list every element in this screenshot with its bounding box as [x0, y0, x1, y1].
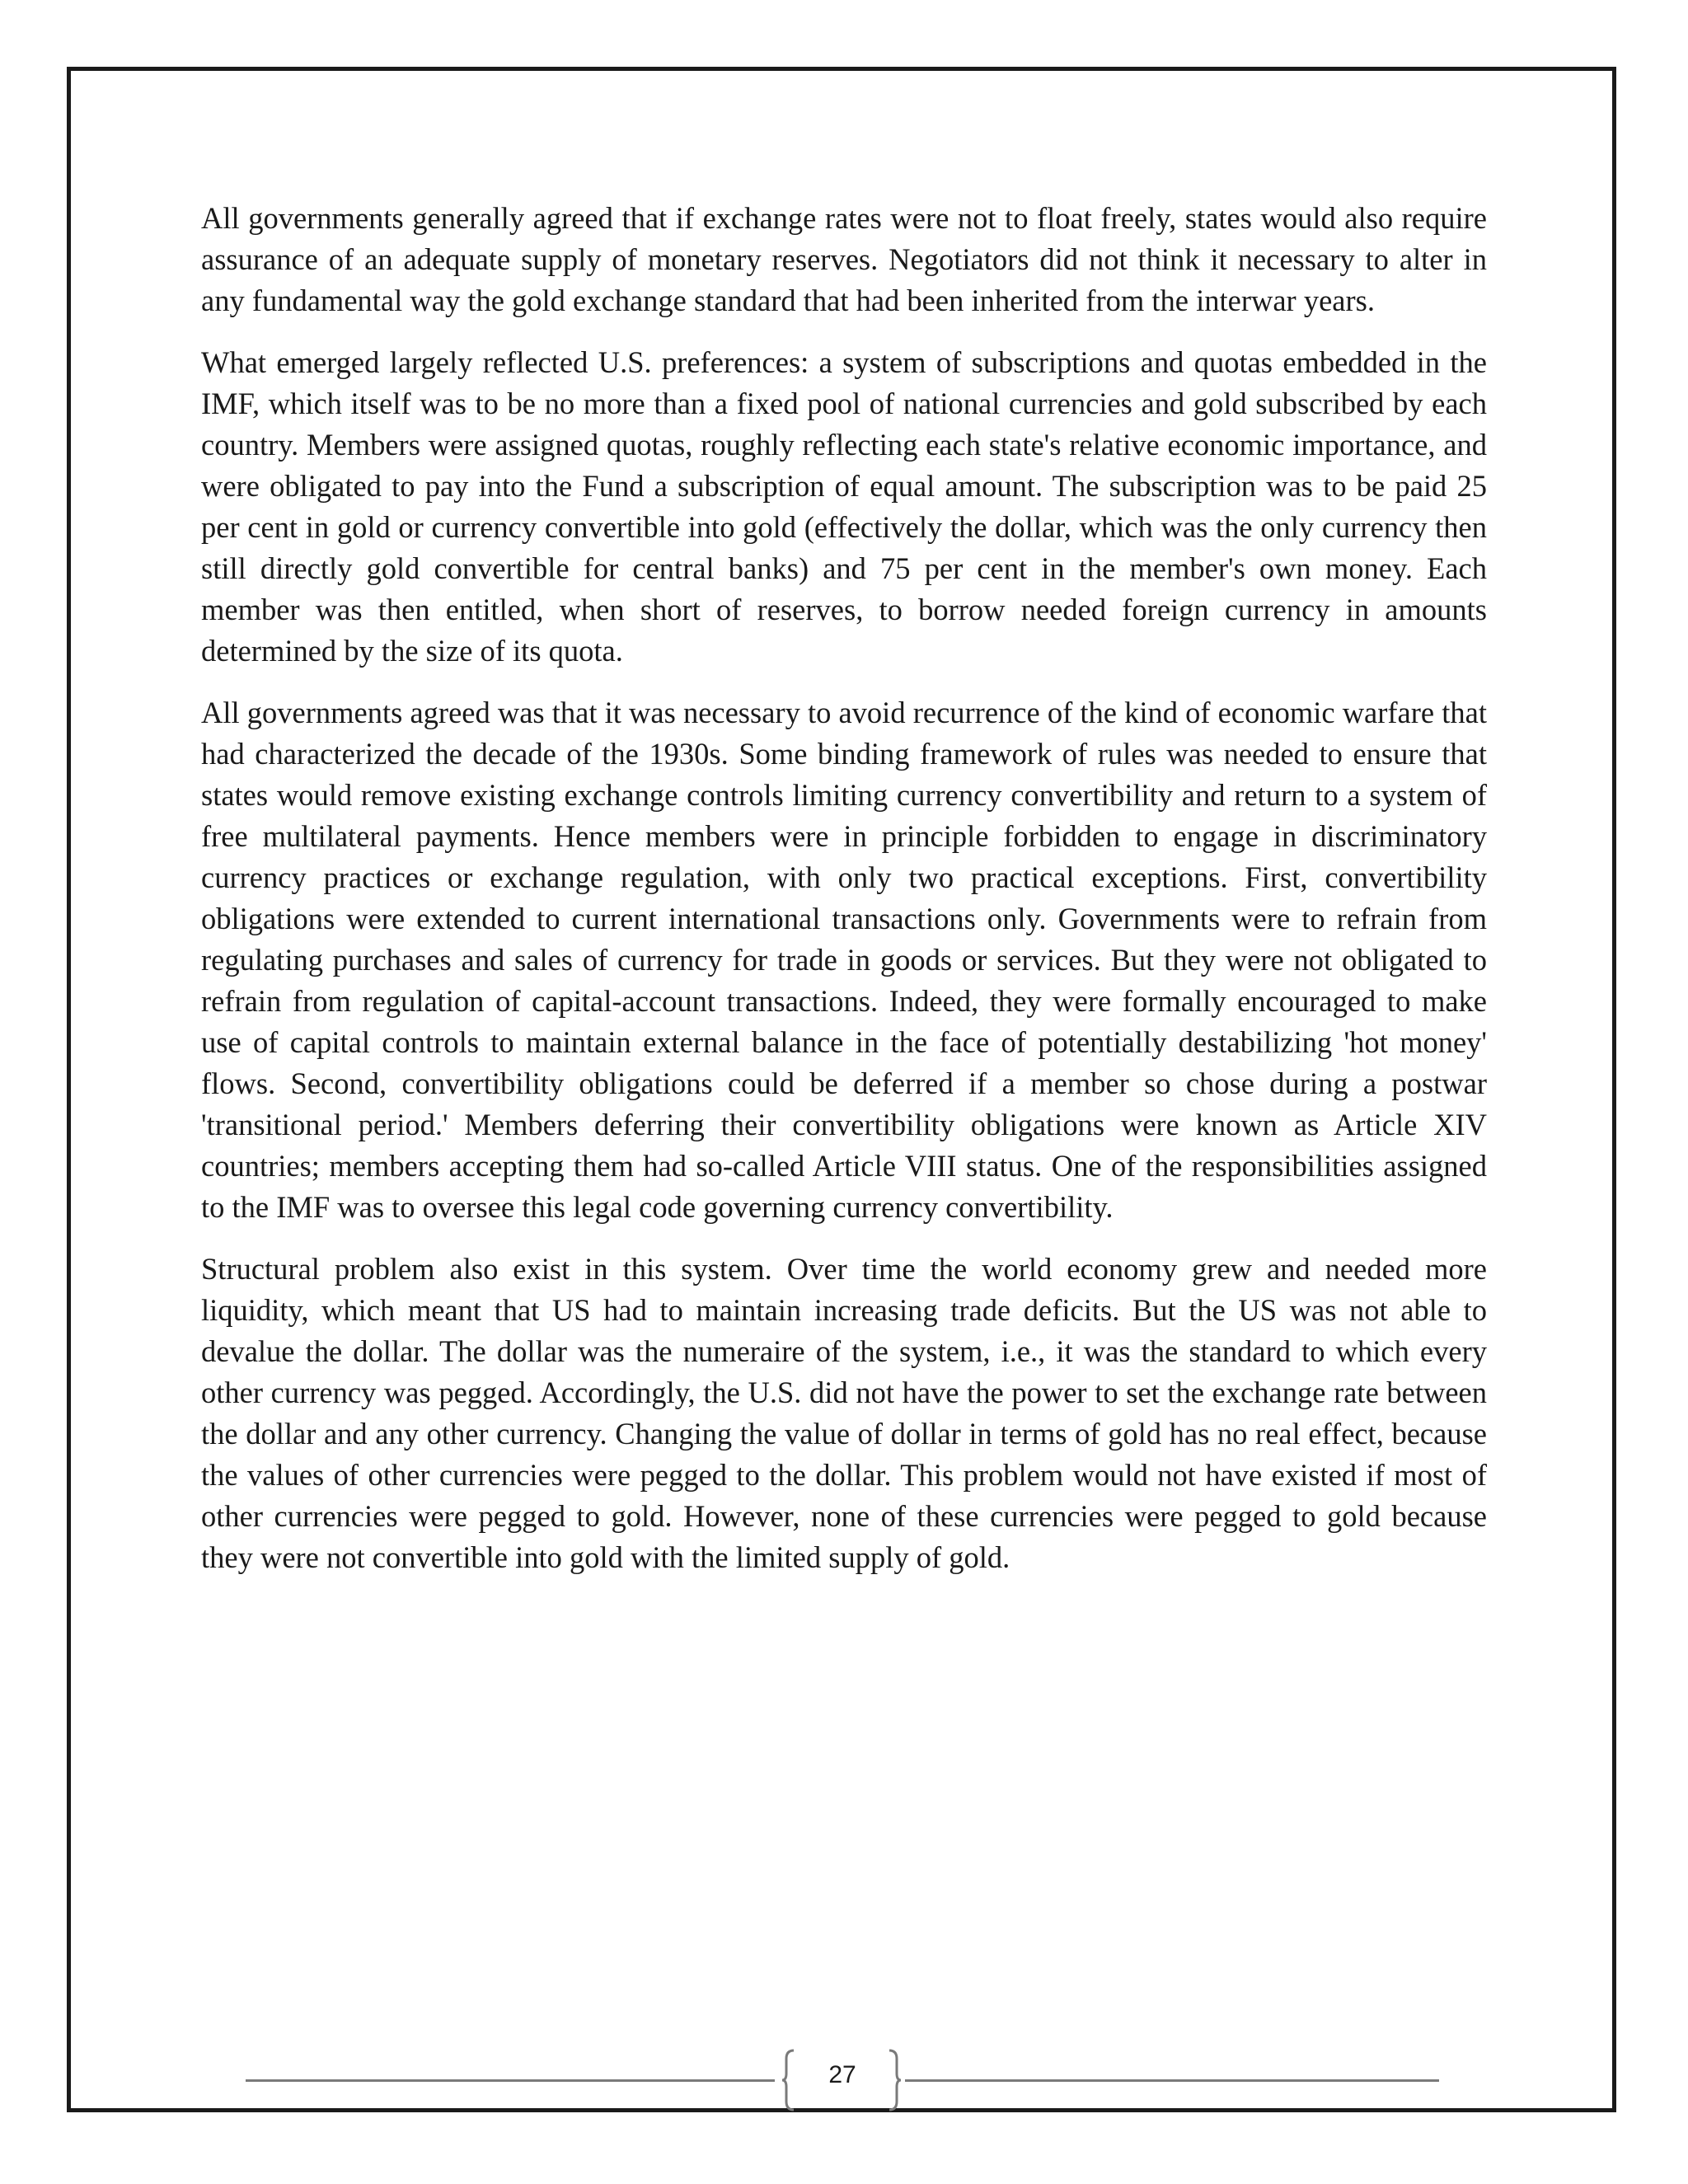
- document-body: [201, 198, 1487, 1599]
- page-footer: [246, 2049, 1439, 2113]
- paragraph-3: All governments agreed was that it was necessary to avoid recurrence of the kind of economic warfare that had characterized the decade of the 1930s. Some binding framework of rules was needed to ensure that states would remove existing exchange controls limiting currency convertibility and return to a system of free multilateral payments. Hence members were in principle forbidden to engage in discriminatory currency practices or exchange regulation, with only two practical exceptions. First, convertibility obligations were extended to current international transactions only. Governments were to refrain from regulating purchases and sales of currency for trade in goods or services. But they were not obligated to refrain from regulation of capital-account transactions. Indeed, they were formally encouraged to make use of capital controls to maintain external balance in the face of potentially destabilizing 'hot money' flows. Second, convertibility obligations could be deferred if a member so chose during a postwar 'transitional period.' Members deferring their convertibility obligations were known as Article XIV countries; members accepting them had so-called Article VIII status. One of the responsibilities assigned to the IMF was to oversee this legal code governing currency convertibility.: [201, 696, 1487, 1224]
- paragraph-4: Structural problem also exist in this system. Over time the world economy grew and needed more liquidity, which meant that US had to maintain increasing trade deficits. But the US was not able to devalue the dollar. The dollar was the numeraire of the system, i.e., it was the standard to which every other currency was pegged. Accordingly, the U.S. did not have the power to set the exchange rate between the dollar and any other currency. Changing the value of dollar in terms of gold has no real effect, because the values of other currencies were pegged to the dollar. This problem would not have existed if most of other currencies were pegged to gold. However, none of these currencies were pegged to gold because they were not convertible into gold with the limited supply of gold.: [201, 1252, 1487, 1574]
- footer-rule-right: [905, 2079, 1439, 2082]
- right-brace-ornament: [887, 2049, 902, 2111]
- footer-rule-left: [246, 2079, 775, 2082]
- paragraph-1: All governments generally agreed that if exchange rates were not to float freely, states would also require assurance of an adequate supply of monetary reserves. Negotiators did not think it necessary to alter in any fundamental way the gold exchange standard that had been inherited from the interwar years.: [201, 201, 1487, 317]
- left-brace-ornament: [781, 2049, 796, 2111]
- page-number: 27: [828, 2061, 856, 2088]
- paragraph-2: What emerged largely reflected U.S. preferences: a system of subscriptions and quotas embedded in the IMF, which itself was to be no more than a fixed pool of national currencies and gold subscribed by each country. Members were assigned quotas, roughly reflecting each state's relative economic importance, and were obligated to pay into the Fund a subscription of equal amount. The subscription was to be paid 25 per cent in gold or currency convertible into gold (effectively the dollar, which was the only currency then still directly gold convertible for central banks) and 75 per cent in the member's own money. Each member was then entitled, when short of reserves, to borrow needed foreign currency in amounts determined by the size of its quota.: [201, 345, 1487, 668]
